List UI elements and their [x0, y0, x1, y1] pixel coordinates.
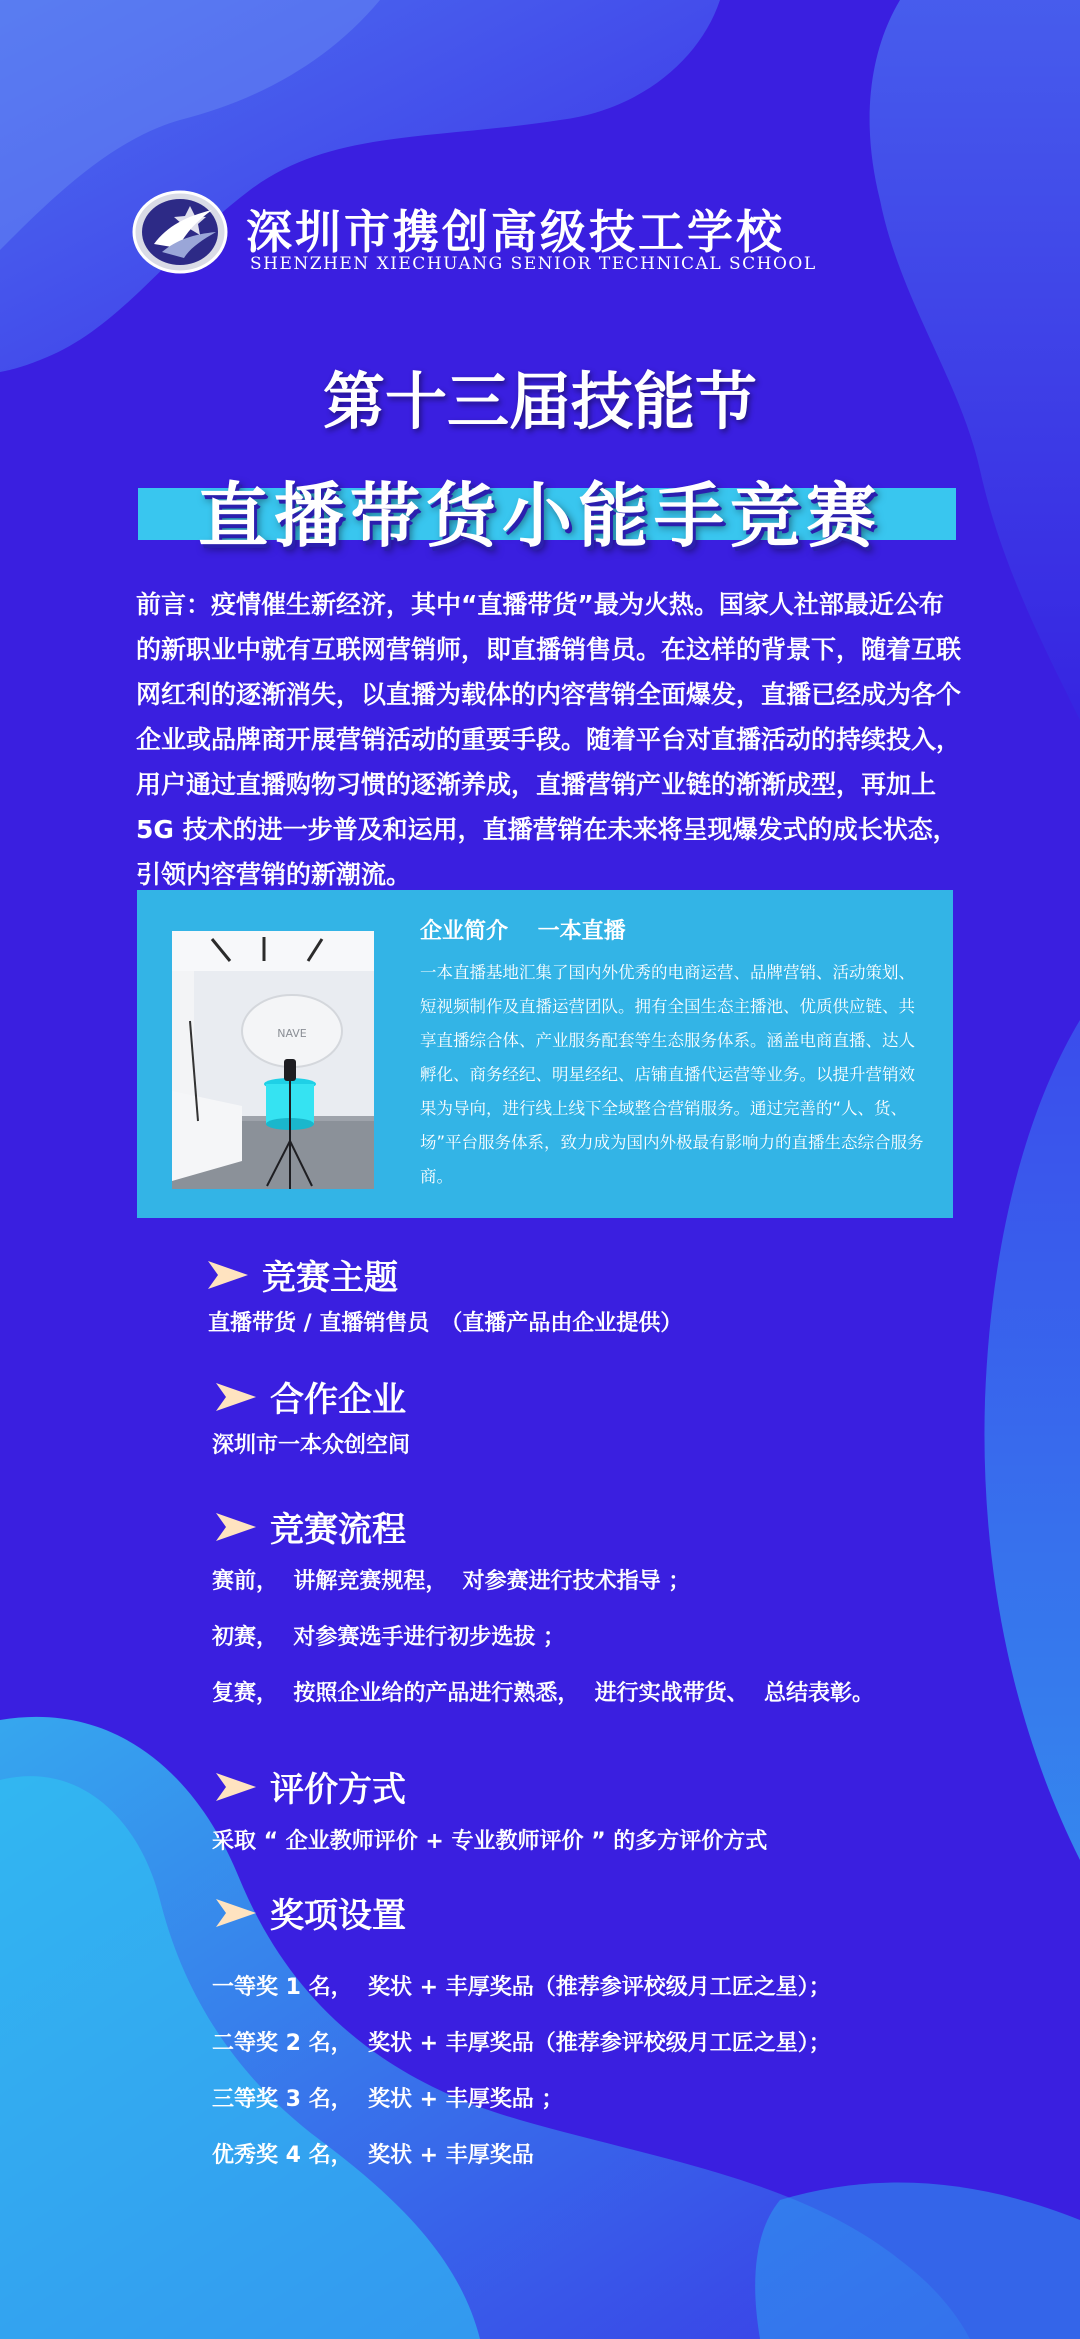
award-line-3: 三等奖 3 名， 奖状 + 丰厚奖品 ；: [212, 2087, 564, 2112]
company-heading: 企业简介 一本直播: [420, 919, 626, 944]
studio-photo: [172, 931, 374, 1189]
company-intro-box: [137, 890, 953, 1218]
award-line-2: 二等奖 2 名， 奖状 + 丰厚奖品（推荐参评校级月工匠之星）；: [212, 2031, 831, 2056]
process-line-2: 初赛， 对参赛选手进行初步选拔 ；: [212, 1625, 565, 1650]
school-emblem-icon: [132, 186, 232, 278]
arrow-icon: [214, 1771, 258, 1803]
process-line-3: 复赛， 按照企业给的产品进行熟悉， 进行实战带货、 总结表彰。: [212, 1681, 874, 1706]
company-description: 一本直播基地汇集了国内外优秀的电商运营、品牌营销、活动策划、短视频制作及直播运营团队。拥有全国生态主播池、优质供应链、共享直播综合体、产业服务配套等生态服务体系。涵盖电商直播、达人孵化、商务经纪、明星经纪、店铺直播代运营等业务。以提升营销效果为导向，进行线上线下全域整合营销服务。通过完善的“人、货、场”平台服务体系，致力成为国内外极最有影响力的直播生态综合服务商。: [420, 963, 924, 1186]
section-awards-title: 奖项设置: [270, 1896, 406, 1936]
studio-sign: NAVE: [277, 1027, 307, 1040]
arrow-icon: [206, 1259, 250, 1291]
section-process-heading: [214, 1502, 406, 1551]
evaluation-text: 采取 “ 企业教师评价 + 专业教师评价 ” 的多方评价方式: [212, 1829, 768, 1854]
section-theme-heading: [206, 1250, 398, 1299]
school-name-en: SHENZHEN XIECHUANG SENIOR TECHNICAL SCHOOL: [250, 254, 817, 274]
arrow-icon: [214, 1381, 258, 1413]
section-theme-title: 竞赛主题: [262, 1258, 398, 1298]
school-name-cn: 深圳市携创高级技工学校: [246, 205, 785, 259]
intro-paragraph: 前言：疫情催生新经济，其中“直播带货”最为火热。国家人社部最近公布的新职业中就有互联网营销师，即直播销售员。在这样的背景下，随着互联网红利的逐渐消失，以直播为载体的内容营销全面爆发，直播已经成为各个企业或品牌商开展营销活动的重要手段。随着平台对直播活动的持续投入，用户通过直播购物习惯的逐渐养成，直播营销产业链的渐渐成型，再加上 5G 技术的进一步普及和运用，直播营销在未来将呈现爆发式的成长状态，引领内容营销的新潮流。: [136, 590, 962, 889]
award-line-4: 优秀奖 4 名， 奖状 + 丰厚奖品: [212, 2143, 534, 2168]
award-line-1: 一等奖 1 名， 奖状 + 丰厚奖品（推荐参评校级月工匠之星）；: [212, 1975, 831, 2000]
event-title: 第十三届技能节: [322, 365, 757, 438]
section-process-title: 竞赛流程: [270, 1510, 406, 1550]
competition-title: 直播带货小能手竞赛: [198, 475, 882, 557]
section-awards-heading: [214, 1888, 406, 1937]
section-evaluation-heading: [214, 1762, 406, 1811]
partner-text: 深圳市一本众创空间: [212, 1433, 411, 1458]
section-partner-heading: [214, 1372, 406, 1421]
arrow-icon: [214, 1511, 258, 1543]
theme-text: 直播带货 / 直播销售员 （直播产品由企业提供）: [208, 1311, 683, 1336]
arrow-icon: [214, 1897, 258, 1929]
process-line-1: 赛前， 讲解竞赛规程， 对参赛进行技术指导 ；: [212, 1569, 691, 1594]
section-evaluation-title: 评价方式: [270, 1770, 406, 1810]
school-logo: [132, 186, 817, 286]
section-partner-title: 合作企业: [270, 1380, 406, 1420]
